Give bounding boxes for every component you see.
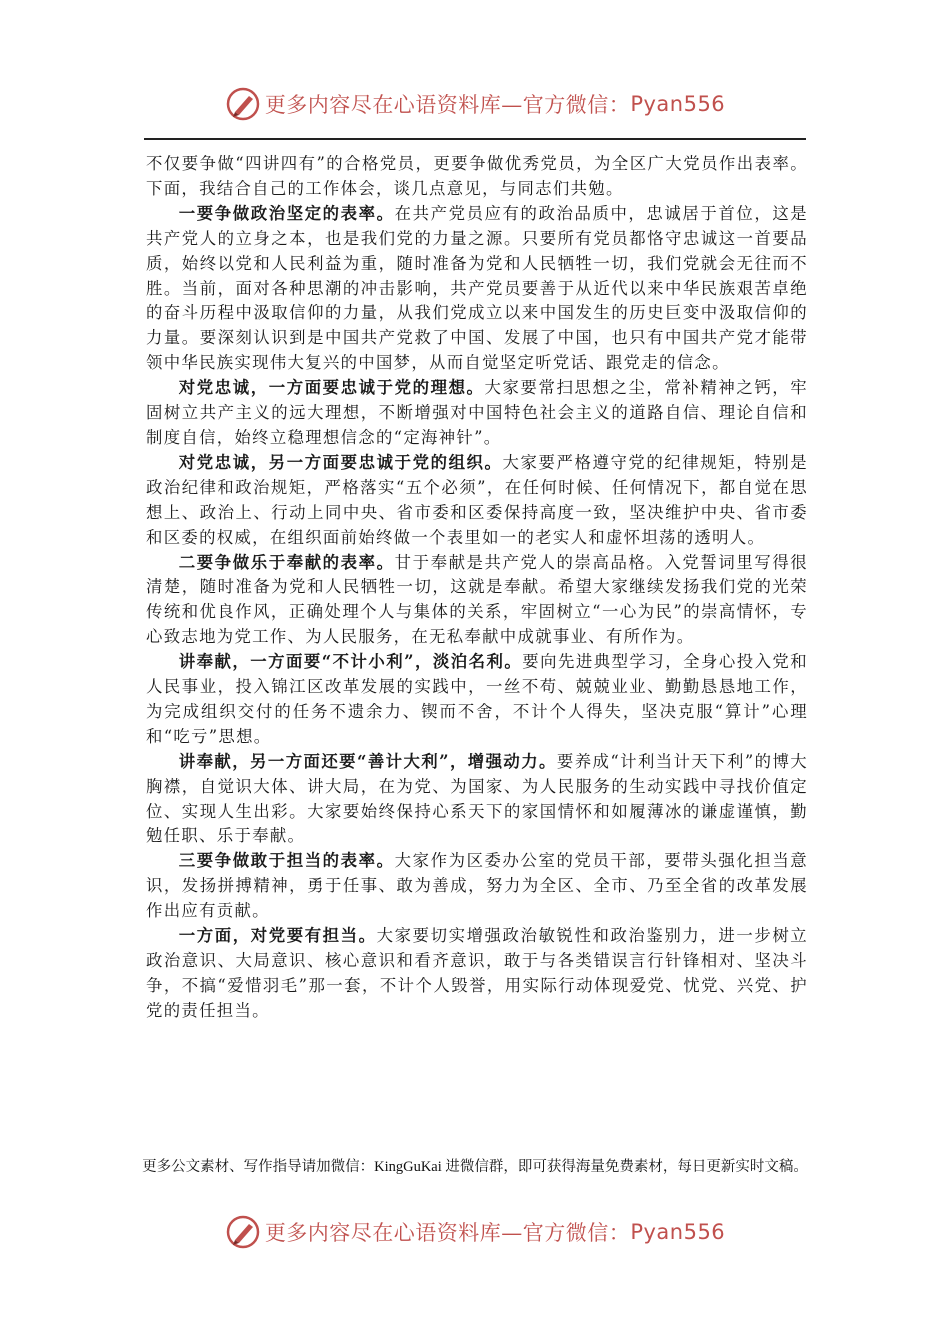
paragraph: 讲奉献，另一方面还要“善计大利”，增强动力。要养成“计利当计天下利”的博大胸襟，自觉识大体、讲大局，在为党、为国家、为人民服务的生动实践中寻找价值定位、实现人生出彩。大家要始终保持心系天下的家国情怀和如履薄冰的谦虚谨慎，勤勉任职、乐于奉献。 bbox=[146, 751, 808, 846]
pen-logo-icon bbox=[225, 1214, 261, 1250]
pen-logo-icon bbox=[225, 86, 261, 122]
paragraph-heading: 对党忠诚，一方面要忠诚于党的理想。 bbox=[178, 378, 485, 398]
header-banner-wechat: Pyan556 bbox=[630, 92, 726, 116]
paragraph-heading: 二要争做乐于奉献的表率。 bbox=[178, 552, 395, 572]
paragraph: 一方面，对党要有担当。大家要切实增强政治敏锐性和政治鉴别力，进一步树立政治意识、大局意识、核心意识和看齐意识，敢于与各类错误言行针锋相对、坚决斗争，不搞“爱惜羽毛”那一套，不计个人毁誉，用实际行动体现爱党、忧党、兴党、护党的责任担当。 bbox=[146, 926, 808, 1020]
paragraph-heading: 对党忠诚，另一方面要忠诚于党的组织。 bbox=[178, 452, 503, 472]
header-banner-text: 更多内容尽在心语资料库—官方微信： bbox=[264, 93, 631, 117]
paragraph: 二要争做乐于奉献的表率。甘于奉献是共产党人的崇高品格。入党誓词里写得很清楚，随时准备为党和人民牺牲一切，这就是奉献。希望大家继续发扬我们党的光荣传统和优良作风，正确处理个人与集体的关系，牢固树立“一心为民”的崇高情怀，专心致志地为党工作、为人民服务，在无私奉献中成就事业、有所作为。 bbox=[146, 552, 808, 647]
paragraph: 对党忠诚，一方面要忠诚于党的理想。大家要常扫思想之尘，常补精神之钙，牢固树立共产主义的远大理想，不断增强对中国特色社会主义的道路自信、理论自信和制度自信，始终立稳理想信念的“定海神针”。 bbox=[146, 378, 808, 447]
paragraph-heading: 讲奉献，一方面要“不计小利”，淡泊名利。 bbox=[178, 652, 523, 672]
paragraph: 三要争做敢于担当的表率。大家作为区委办公室的党员干部，要带头强化担当意识，发扬拼搏精神，勇于任事、敢为善成，努力为全区、全市、乃至全省的改革发展作出应有贡献。 bbox=[146, 851, 808, 921]
paragraph: 一要争做政治坚定的表率。在共产党员应有的政治品质中，忠诚居于首位，这是共产党人的立身之本，也是我们党的力量之源。只要所有党员都恪守忠诚这一首要品质，始终以党和人民利益为重，随时准备为党和人民牺牲一切，我们党就会无往而不胜。当前，面对各种思潮的冲击影响，共产党员要善于从近代以来中华民族艰苦卓绝的奋斗历程中汲取信仰的力量，从我们党成立以来中国发生的历史巨变中汲取信仰的力量。要深刻认识到是中国共产党救了中国、发展了中国，也只有中国共产党才能带领中华民族实现伟大复兴的中国梦，从而自觉坚定听党话、跟党走的信念。 bbox=[146, 203, 808, 373]
footer-banner bbox=[0, 1210, 950, 1254]
paragraph-heading: 一要争做政治坚定的表率。 bbox=[178, 203, 395, 223]
footer-banner-text: 更多内容尽在心语资料库—官方微信： bbox=[264, 1221, 631, 1245]
document-body bbox=[146, 152, 808, 1024]
header-rule bbox=[144, 138, 806, 140]
paragraph: 对党忠诚，另一方面要忠诚于党的组织。大家要严格遵守党的纪律规矩，特别是政治纪律和政治规矩，严格落实“五个必须”，在任何时候、任何情况下，都自觉在思想上、政治上、行动上同中央、省市委和区委保持高度一致，坚决维护中央、省市委和区委的权威，在组织面前始终做一个表里如一的老实人和虚怀坦荡的透明人。 bbox=[146, 452, 808, 547]
paragraph-heading: 三要争做敢于担当的表率。 bbox=[178, 851, 395, 871]
paragraph-heading: 一方面，对党要有担当。 bbox=[178, 926, 377, 946]
footer-note: 更多公文素材、写作指导请加微信：KingGuKai 进微信群，即可获得海量免费素材，每日更新实时文稿。 bbox=[142, 1159, 808, 1175]
paragraph-heading: 讲奉献，另一方面还要“善计大利”，增强动力。 bbox=[178, 751, 557, 771]
paragraph: 讲奉献，一方面要“不计小利”，淡泊名利。要向先进典型学习，全身心投入党和人民事业，投入锦江区改革发展的实践中，一丝不苟、兢兢业业、勤勤恳恳地工作，为完成组织交付的任务不遗余力、锲而不舍，不计个人得失，坚决克服“算计”心理和“吃亏”思想。 bbox=[146, 652, 808, 746]
footer-banner-wechat: Pyan556 bbox=[630, 1220, 726, 1244]
header-banner bbox=[0, 82, 950, 126]
paragraph: 不仅要争做“四讲四有”的合格党员，更要争做优秀党员，为全区广大党员作出表率。下面，我结合自己的工作体会，谈几点意见，与同志们共勉。 bbox=[146, 154, 808, 198]
